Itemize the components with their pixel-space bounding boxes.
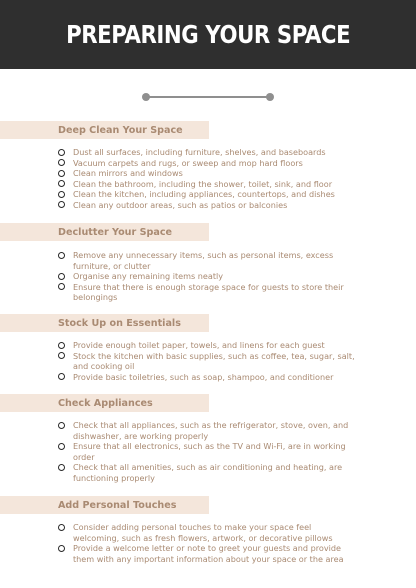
section-heading: Add Personal Touches — [58, 499, 177, 511]
checklist-item: Ensure that all electronics, such as the TV and Wi-Fi, are in working order — [0, 441, 416, 462]
checklist-item: Check that all amenities, such as air conditioning and heating, are functioning properly — [0, 462, 416, 483]
checklist-item: Vacuum carpets and rugs, or sweep and mop hard floors — [0, 158, 416, 169]
checklist-item: Provide basic toiletries, such as soap, shampoo, and conditioner — [0, 372, 416, 383]
section-personal-touches — [0, 496, 416, 564]
section-heading-bar — [0, 223, 209, 241]
header-banner — [0, 0, 416, 69]
section-check-appliances — [0, 394, 416, 484]
section-declutter — [0, 223, 416, 303]
checklist-item: Clean the kitchen, including appliances, countertops, and dishes — [0, 189, 416, 200]
checkbox-circle-icon[interactable] — [58, 443, 65, 450]
checklist-item: Provide a welcome letter or note to greet your guests and provide them with any important information about your space or the area — [0, 543, 416, 564]
checklist — [0, 147, 416, 211]
checkbox-circle-icon[interactable] — [58, 342, 65, 349]
checkbox-circle-icon[interactable] — [58, 352, 65, 359]
checkbox-circle-icon[interactable] — [58, 283, 65, 290]
checklist-item: Ensure that there is enough storage space for guests to store their belongings — [0, 282, 416, 303]
checklist — [0, 420, 416, 484]
checkbox-circle-icon[interactable] — [58, 524, 65, 531]
checkbox-circle-icon[interactable] — [58, 422, 65, 429]
page-title: PREPARING YOUR SPACE — [65, 20, 351, 49]
checklist-item: Provide enough toilet paper, towels, and linens for each guest — [0, 340, 416, 351]
section-heading: Stock Up on Essentials — [58, 317, 181, 329]
checkbox-circle-icon[interactable] — [58, 464, 65, 471]
checkbox-circle-icon[interactable] — [58, 180, 65, 187]
checklist-item: Remove any unnecessary items, such as personal items, excess furniture, or clutter — [0, 250, 416, 271]
checkbox-circle-icon[interactable] — [58, 159, 65, 166]
section-heading-bar — [0, 121, 209, 139]
checkbox-circle-icon[interactable] — [58, 373, 65, 380]
section-deep-clean — [0, 121, 416, 211]
section-heading-bar — [0, 394, 209, 412]
checkbox-circle-icon[interactable] — [58, 170, 65, 177]
checklist-item: Check that all appliances, such as the refrigerator, stove, oven, and dishwasher, are working properly — [0, 420, 416, 441]
section-heading-bar — [0, 496, 209, 514]
checklist-item: Organise any remaining items neatly — [0, 271, 416, 282]
checklist-item: Clean mirrors and windows — [0, 168, 416, 179]
section-stock-up — [0, 314, 416, 382]
section-heading: Declutter Your Space — [58, 226, 173, 238]
checkbox-circle-icon[interactable] — [58, 252, 65, 259]
section-heading-bar — [0, 314, 209, 332]
checklist-item: Stock the kitchen with basic supplies, such as coffee, tea, sugar, salt, and cooking oil — [0, 351, 416, 372]
checkbox-circle-icon[interactable] — [58, 191, 65, 198]
checklist-item: Dust all surfaces, including furniture, shelves, and baseboards — [0, 147, 416, 158]
checkbox-circle-icon[interactable] — [58, 273, 65, 280]
checklist — [0, 340, 416, 382]
checkbox-circle-icon[interactable] — [58, 149, 65, 156]
checklist-item: Consider adding personal touches to make your space feel welcoming, such as fresh flowers, artwork, or decorative pillows — [0, 522, 416, 543]
checkbox-circle-icon[interactable] — [58, 201, 65, 208]
checklist — [0, 522, 416, 564]
checklist — [0, 250, 416, 303]
checklist-item: Clean any outdoor areas, such as patios or balconies — [0, 200, 416, 211]
checklist-item: Clean the bathroom, including the shower, toilet, sink, and floor — [0, 179, 416, 190]
section-heading: Deep Clean Your Space — [58, 124, 183, 136]
decorative-divider — [142, 93, 274, 101]
section-heading: Check Appliances — [58, 397, 153, 409]
checkbox-circle-icon[interactable] — [58, 545, 65, 552]
